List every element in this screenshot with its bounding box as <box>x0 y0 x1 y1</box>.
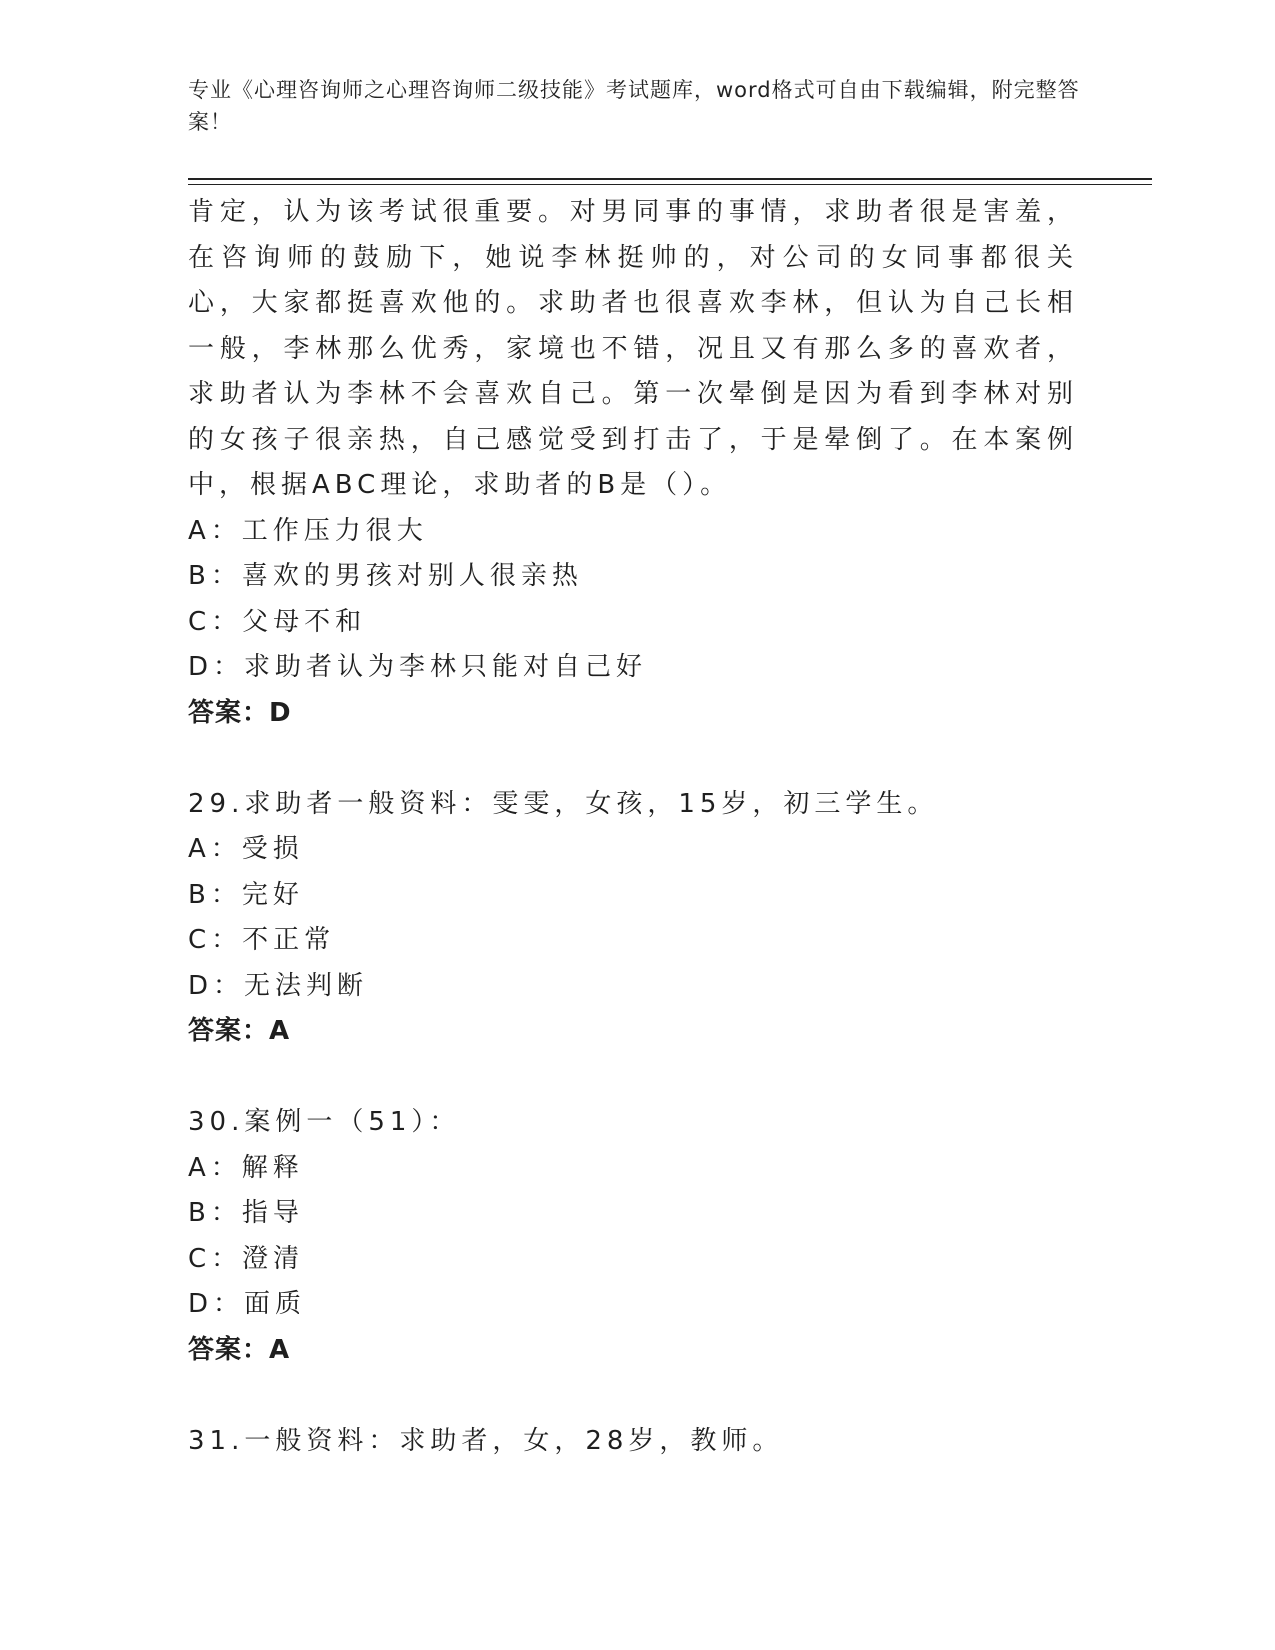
question-30 <box>188 1100 1078 1373</box>
spacer <box>188 1055 1078 1101</box>
question-29 <box>188 782 1078 1055</box>
question-30-option-c: C：澄清 <box>188 1243 305 1274</box>
question-29-option-a: A：受损 <box>188 834 304 864</box>
question-30-option-b: B：指导 <box>188 1198 304 1228</box>
question-28-option-c: C：父母不和 <box>188 606 367 637</box>
header-divider-thin <box>188 184 1152 185</box>
spacer <box>188 1373 1078 1419</box>
question-28-stem-continuation: 肯定，认为该考试很重要。对男同事的事情，求助者很是害羞，在咨询师的鼓励下，她说李林挺帅的，对公司的女同事都很关心，大家都挺喜欢他的。求助者也很喜欢李林，但认为自己长相一般，李林那么优秀，家境也不错，况且又有那么多的喜欢者，求助者认为李林不会喜欢自己。第一次晕倒是因为看到李林对别的女孩子很亲热，自己感觉受到打击了，于是晕倒了。在本案例中，根据ABC理论，求助者的B是（）。 <box>188 197 1078 500</box>
page-header: 专业《心理咨询师之心理咨询师二级技能》考试题库，word格式可自由下载编辑，附完整答案！ <box>188 78 1080 134</box>
question-30-option-a: A：解释 <box>188 1152 304 1183</box>
question-29-answer: 答案：A <box>188 1016 291 1046</box>
question-29-option-b: B：完好 <box>188 879 304 910</box>
question-29-option-d: D：无法判断 <box>188 970 369 1001</box>
question-30-answer: 答案：A <box>188 1334 291 1365</box>
header-divider-thick <box>188 178 1152 180</box>
question-30-option-d: D：面质 <box>188 1289 307 1319</box>
question-28-option-d: D：求助者认为李林只能对自己好 <box>188 652 648 682</box>
question-28-option-b: B：喜欢的男孩对别人很亲热 <box>188 561 583 591</box>
question-28 <box>188 190 1078 736</box>
question-29-stem: 29.求助者一般资料：雯雯，女孩，15岁，初三学生。 <box>188 788 939 819</box>
question-31-stem: 31.一般资料：求助者，女，28岁，教师。 <box>188 1425 784 1456</box>
exam-content <box>188 190 1078 1464</box>
question-29-option-c: C：不正常 <box>188 925 336 955</box>
question-31 <box>188 1419 1078 1465</box>
question-30-stem: 30.案例一（51）： <box>188 1107 461 1137</box>
question-28-option-a: A：工作压力很大 <box>188 515 428 546</box>
spacer <box>188 736 1078 782</box>
question-28-answer: 答案：D <box>188 697 292 728</box>
